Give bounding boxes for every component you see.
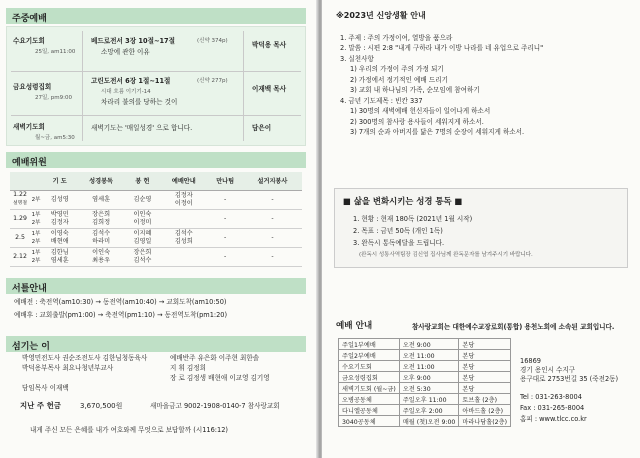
reading-box bbox=[334, 188, 628, 268]
duty-reader: 이인숙 최용우 bbox=[77, 247, 124, 266]
duty-guide: 김정자 이정이 bbox=[160, 190, 207, 209]
schedule-place: 토브홀 (2층) bbox=[459, 394, 511, 405]
schedule-time: 오후 9:00 bbox=[399, 372, 459, 383]
duty-guide: 김석수 김성희 bbox=[160, 228, 207, 247]
schedule-service: 새벽기도회 (월~금) bbox=[339, 383, 400, 394]
duty-manna: - bbox=[207, 228, 242, 247]
duty-guide bbox=[160, 209, 207, 228]
servants-music: 예배반주 유은화 이주현 최한솔 bbox=[170, 354, 260, 362]
duty-prayer: 김성영 bbox=[42, 190, 77, 209]
duty-service: 1부 2부 bbox=[30, 228, 42, 247]
schedule-row bbox=[339, 372, 511, 383]
transport-section-title: 서틀안내 bbox=[6, 278, 306, 294]
duty-header: 성경봉독 bbox=[77, 172, 124, 190]
schedule-service: 주일1부예배 bbox=[339, 339, 400, 350]
offering-amount: 3,670,500원 bbox=[80, 402, 123, 410]
servants-staff-2: 박덕용부목사 최요나청년부교사 bbox=[22, 364, 114, 372]
schedule-row bbox=[339, 350, 511, 361]
schedule-time: 오전 11:00 bbox=[399, 361, 459, 372]
schedule-row bbox=[339, 361, 511, 372]
dawn-name: 새벽기도회 bbox=[13, 123, 45, 131]
duty-header: 예배안내 bbox=[160, 172, 207, 190]
duty-guide bbox=[160, 247, 207, 266]
schedule-place: 마라나담홀(2층) bbox=[459, 416, 511, 427]
right-page bbox=[322, 0, 640, 458]
worship-section-title: 주중예배 bbox=[6, 8, 306, 24]
schedule-table bbox=[338, 338, 511, 427]
schedule-place: 본당 bbox=[459, 372, 511, 383]
duty-header-row bbox=[10, 172, 302, 190]
duty-reader: 염세훈 bbox=[77, 190, 124, 209]
duty-service: 1부 2부 bbox=[30, 209, 42, 228]
reading-item: 1. 현황 : 현재 180독 (2021년 1월 시작) bbox=[353, 215, 473, 223]
duty-reader: 김석수 하라미 bbox=[77, 228, 124, 247]
friday-passage: 고린도전서 6장 1절~11절 bbox=[91, 77, 171, 85]
schedule-row bbox=[339, 405, 511, 416]
wednesday-time: 25일, am11:00 bbox=[35, 49, 76, 55]
friday-speaker: 이재백 목사 bbox=[252, 85, 287, 93]
fax-number: Fax : 031-265-8004 bbox=[520, 404, 585, 412]
schedule-place: 본당 bbox=[459, 350, 511, 361]
left-page bbox=[0, 0, 318, 458]
schedule-service: 금요성령집회 bbox=[339, 372, 400, 383]
offering-account: 새마을금고 9002-1908-0140-7 참사랑교회 bbox=[150, 402, 280, 410]
schedule-time: 오전 11:00 bbox=[399, 350, 459, 361]
duty-dishwash: - bbox=[243, 247, 302, 266]
church-affiliation: 참사랑교회는 대한예수교장로회(통합) 용천노회에 소속된 교회입니다. bbox=[412, 323, 615, 331]
duty-dishwash: - bbox=[243, 228, 302, 247]
schedule-service: 다니엘공동체 bbox=[339, 405, 400, 416]
offering-label: 지난 주 헌금 bbox=[20, 401, 61, 410]
duty-dishwash: - bbox=[243, 209, 302, 228]
guide-item: 4. 금년 기도제목 : 빈칸 337 bbox=[340, 97, 423, 105]
address-line: 용구대로 2753번길 35 (죽전2동) bbox=[520, 375, 619, 383]
duty-offering: 김순영 bbox=[125, 190, 160, 209]
servants-section-title: 섬기는 이 bbox=[6, 336, 306, 352]
friday-theme-2: 차라리 불의를 당하는 것이 bbox=[101, 98, 178, 106]
duty-prayer: 이영숙 배현애 bbox=[42, 228, 77, 247]
duty-service: 2부 bbox=[30, 190, 42, 209]
wednesday-page: (신약 374p) bbox=[197, 38, 228, 44]
schedule-row bbox=[339, 394, 511, 405]
duty-offering: 이지혜 김영일 bbox=[125, 228, 160, 247]
schedule-title: 예배 안내 bbox=[336, 321, 373, 331]
address-line: 16869 bbox=[520, 357, 541, 365]
duty-header: 만나팀 bbox=[207, 172, 242, 190]
schedule-time: 오전 9:00 bbox=[399, 339, 459, 350]
friday-theme: 시대 흐름 이기기-14 bbox=[101, 89, 151, 95]
dawn-time: 월~금, am5:30 bbox=[35, 135, 75, 141]
schedule-service: 수요기도회 bbox=[339, 361, 400, 372]
duty-prayer: 박영민 김정자 bbox=[42, 209, 77, 228]
schedule-service: 오병공동체 bbox=[339, 394, 400, 405]
duty-date: 2.5 bbox=[10, 228, 30, 247]
servants-elders: 장 로 김정생 배현애 이교영 김기영 bbox=[170, 374, 270, 382]
wednesday-name: 수요기도회 bbox=[13, 37, 45, 45]
duty-row bbox=[10, 228, 302, 247]
friday-time: 27일, pm9:00 bbox=[35, 95, 73, 101]
reading-item: 3. 완독시 통독예달을 드립니다. bbox=[353, 239, 445, 247]
address-line: 경기 용인시 수지구 bbox=[520, 366, 576, 374]
duty-row bbox=[10, 209, 302, 228]
servants-pastor: 담임목사 이재백 bbox=[22, 384, 69, 392]
wednesday-theme: 소망에 관한 이유 bbox=[101, 48, 150, 56]
schedule-time: 주일오후 2:00 bbox=[399, 405, 459, 416]
duty-offering: 장은희 김석수 bbox=[125, 247, 160, 266]
guide-title: ※2023년 신앙생활 안내 bbox=[336, 11, 426, 20]
duty-table bbox=[10, 172, 302, 267]
dawn-speaker: 담은이 bbox=[252, 124, 272, 132]
reading-title: ■ 삶을 변화시키는 성경 통독 ■ bbox=[343, 196, 463, 206]
guide-item: 1. 주제 : 주의 가정이여, 열방을 품으라 bbox=[340, 34, 453, 42]
schedule-service: 3040공동체 bbox=[339, 416, 400, 427]
duty-row bbox=[10, 247, 302, 266]
guide-item: 2) 300명의 참사랑 용사들이 세워지게 하소서. bbox=[350, 118, 484, 126]
duty-manna: - bbox=[207, 247, 242, 266]
worship-box bbox=[6, 26, 306, 146]
duty-date: 1.29 bbox=[10, 209, 30, 228]
wednesday-speaker: 박덕용 목사 bbox=[252, 41, 287, 49]
schedule-row bbox=[339, 416, 511, 427]
guide-item: 1) 30명의 새벽예배 헌신자들이 일어나게 하소서 bbox=[350, 107, 491, 115]
guide-item: 3. 실천사항 bbox=[340, 55, 374, 63]
schedule-place: 본당 bbox=[459, 383, 511, 394]
guide-item: 2) 가정에서 정기적인 예배 드리기 bbox=[350, 76, 448, 84]
schedule-row bbox=[339, 339, 511, 350]
duty-date: 2.12 bbox=[10, 247, 30, 266]
guide-item: 2. 말씀 : 시편 2:8 "내게 구하라 내가 이방 나라를 네 유업으로 주리니" bbox=[340, 44, 544, 52]
phone-number: Tel : 031-263-8004 bbox=[520, 393, 582, 401]
friday-name: 금요성령집회 bbox=[13, 83, 52, 91]
friday-page: (신약 277p) bbox=[197, 78, 228, 84]
schedule-time: 주일오후 11:00 bbox=[399, 394, 459, 405]
schedule-place: 아바드홀 (2층) bbox=[459, 405, 511, 416]
website-link[interactable]: 홈피 : www.tlcc.co.kr bbox=[520, 415, 587, 423]
transport-line-2: 예배후 : 교회출발(pm1:00) → 축전역(pm1:10) → 동전역도착(pm1:20) bbox=[14, 311, 228, 319]
reading-note: (완독시 성통사역팀장 김신엽 집사님께 완독문자를 남겨주시기 바랍니다. bbox=[359, 252, 533, 258]
servants-conductor: 지 휘 김정희 bbox=[170, 364, 207, 372]
servants-staff-1: 박영민전도사 권순조전도사 김한님청동육사 bbox=[22, 354, 148, 362]
guide-item: 3) 7개의 순과 아버지를 닮은 7명의 순장이 세워지게 하소서. bbox=[350, 128, 525, 136]
duty-manna: - bbox=[207, 209, 242, 228]
schedule-time: 오전 5:30 bbox=[399, 383, 459, 394]
transport-line-1: 예배전 : 축전역(am10:30) → 동전역(am10:40) → 교회도착(am10:50) bbox=[14, 298, 227, 306]
bible-verse: 내게 주신 모든 은혜를 내가 여호와께 무엇으로 보답할까 (시116:12) bbox=[30, 426, 228, 434]
duty-date: 1.22 설명절 bbox=[10, 190, 30, 209]
duty-service: 1부 2부 bbox=[30, 247, 42, 266]
duty-header: 설거지봉사 bbox=[243, 172, 302, 190]
duty-header: 기 도 bbox=[42, 172, 77, 190]
duty-offering: 이인숙 이정미 bbox=[125, 209, 160, 228]
schedule-time: 매월 (첫)오전 9:00 bbox=[399, 416, 459, 427]
schedule-row bbox=[339, 383, 511, 394]
dawn-note: 새벽기도는 '매일성경' 으로 합니다. bbox=[91, 124, 193, 132]
schedule-place: 본당 bbox=[459, 361, 511, 372]
guide-item: 1) 우리의 가정이 주의 가정 되기 bbox=[350, 65, 444, 73]
schedule-place: 본당 bbox=[459, 339, 511, 350]
schedule-service: 주일2부예배 bbox=[339, 350, 400, 361]
duty-section-title: 예배위원 bbox=[6, 152, 306, 168]
duty-header: 봉 헌 bbox=[125, 172, 160, 190]
duty-row bbox=[10, 190, 302, 209]
reading-item: 2. 목표 : 금년 50독 (개인 1독) bbox=[353, 227, 443, 235]
duty-reader: 장은희 김희정 bbox=[77, 209, 124, 228]
wednesday-passage: 베드로전서 3장 10절~17절 bbox=[91, 37, 176, 45]
guide-item: 3) 교회 내 하나님의 가족, 순모임에 참여하기 bbox=[350, 86, 480, 94]
duty-manna: - bbox=[207, 190, 242, 209]
duty-prayer: 김한님 염세훈 bbox=[42, 247, 77, 266]
duty-dishwash: - bbox=[243, 190, 302, 209]
